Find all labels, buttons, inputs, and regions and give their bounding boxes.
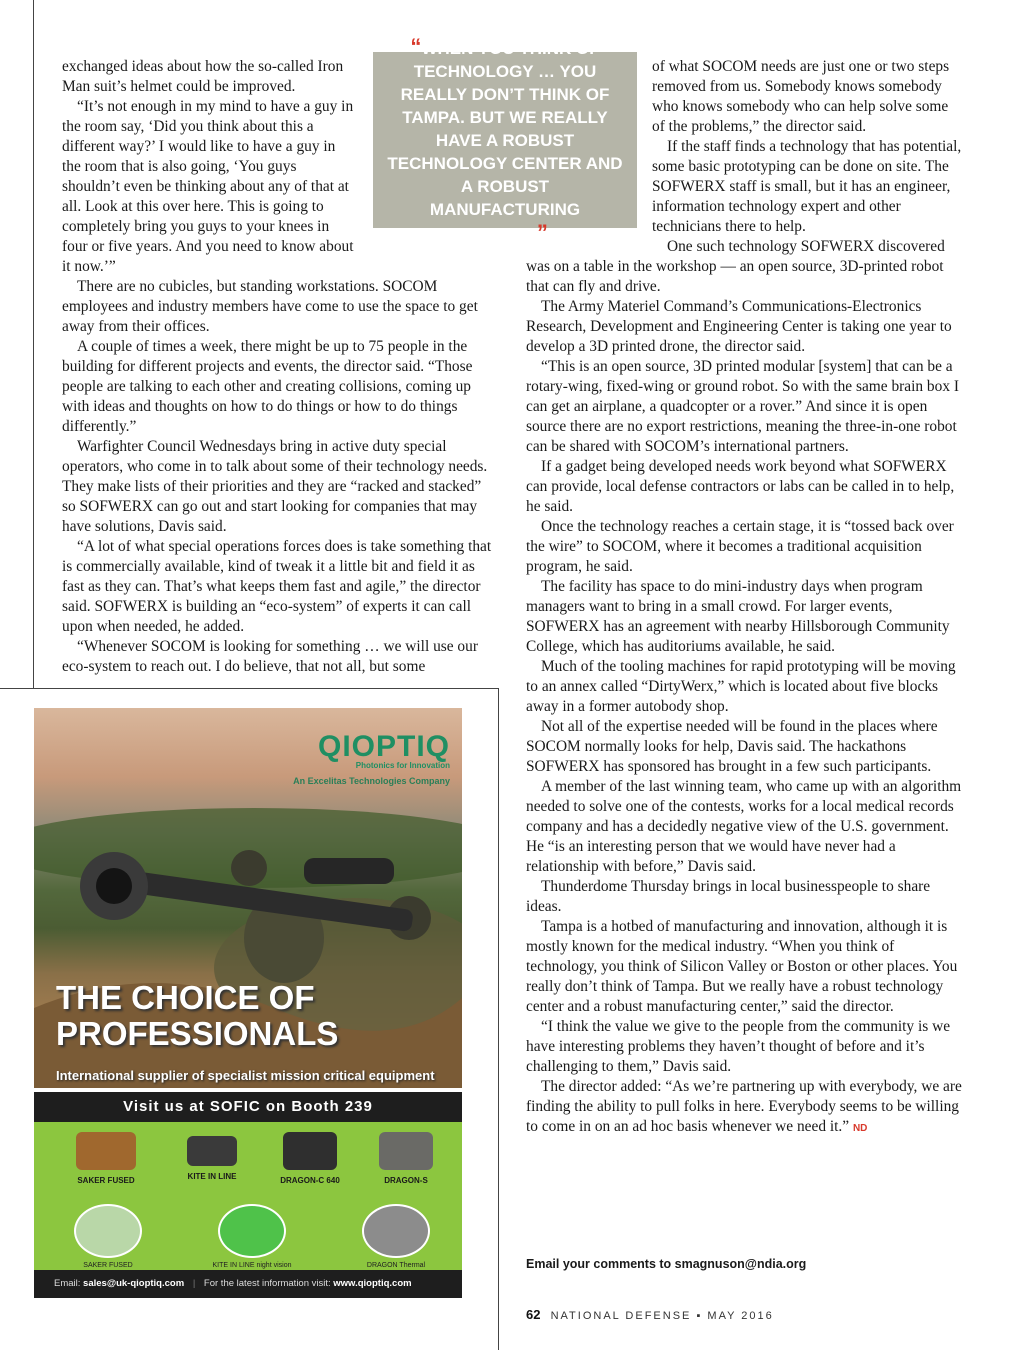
right-article-column [526,57,964,1139]
article-paragraph: Tampa is a hotbed of manufacturing and innovation, although it is mostly known for the medical industry. “When you think of technology, you think of Silicon Valley or Boston or other places. You really don’t think of Tampa. But we really have a robust technology center and a robust manufacturing center,” said the director. [526,918,958,1015]
article-paragraph: “A lot of what special operations forces does is take something that is commercially available, kind of tweak it a little bit and field it as fast as they can. That’s what keeps them fast and agile,” the director said. SOFWERX is building an “eco-system” of experts it can call upon when needed, he added. [62,538,492,635]
article-paragraph: Not all of the expertise needed will be found in the places where SOCOM normally looks for help, Davis said. The hackathons SOFWERX has sponsored has brought in a few such participants. [526,718,938,775]
article-paragraph: The Army Materiel Command’s Communications-Electronics Research, Development and Engineering Center is taking one year to develop a 3D printed drone, the director said. [526,298,952,355]
ad-thumb-kite [212,1204,292,1269]
ad-parent-company: An Excelitas Technologies Company [293,776,450,786]
dragon-c-device-icon [283,1132,337,1170]
left-margin-rule [33,0,34,688]
email-comments-line: Email your comments to smagnuson@ndia.org [526,1257,807,1271]
ad-product-label: KITE IN LINE [187,1172,237,1181]
ad-headline-line-1: THE CHOICE OF [56,979,315,1016]
article-paragraph: “Whenever SOCOM is looking for something … we will use our eco-system to reach out. I do believe, that not all, but some [62,638,478,675]
article-paragraph: “This is an open source, 3D printed modular [system] that can be a rotary-wing, fixed-wing or ground robot. So with the same brain box I can get an airplane, a quadcopter or a rover.” And since it is open source there are no export restrictions, meaning the three-in-one robot can be shared with SOCOM’s international partners. [526,358,959,455]
left-article-column [62,57,494,677]
article-final-paragraph [526,1077,964,1139]
article-paragraph: The facility has space to do mini-industry days when program managers want to bring in a small crowd. For larger events, SOFWERX has an agreement with nearby Hillsborough Community College, which has auditoriums available, he said. [526,578,950,655]
article-paragraph: Once the technology reaches a certain stage, it is “tossed back over the wire” to SOCOM, where it becomes a traditional acquisition program, he said. [526,518,954,575]
qioptiq-advertisement[interactable] [34,708,462,1298]
article-paragraph: Much of the tooling machines for rapid prototyping will be moving to an annex called “DirtyWerx,” which is located about five blocks away in a former autobody shop. [526,658,956,715]
pull-quote-spacer [356,57,494,257]
ad-brand-name: QIOPTIQ [317,730,450,763]
ad-thumb-saker [68,1204,148,1269]
ad-right-rule [498,688,499,1350]
pull-quote-close-mark: ” [536,219,548,245]
kite-in-line-device-icon [187,1136,237,1166]
article-paragraph: Thunderdome Thursday brings in local businesspeople to share ideas. [526,878,931,915]
article-paragraph: “I think the value we give to the people from the community is we have interesting problems they haven’t thought of before and it’s challenging to them,” Davis said. [526,1018,951,1075]
footer-separator: ▪ [696,1310,703,1322]
ad-thumb-label: DRAGON Thermal [366,1262,426,1269]
ad-subheadline: International supplier of specialist mission critical equipment [56,1068,435,1083]
ad-email-label: Email: [54,1278,81,1289]
right-column-spacer [526,57,652,257]
ad-booth-banner: Visit us at SOFIC on Booth 239 [34,1092,462,1122]
article-paragraph: Warfighter Council Wednesdays bring in active duty special operators, who come in to talk about some of their technology needs. They make lists of their priorities and they are “racked and stacked” so SOFWERX can go out and start looking for companies that may have solutions, Davis said. [62,438,488,535]
pull-quote-text: WHEN YOU THINK OF TECHNOLOGY … YOU REALLY DON’T THINK OF TAMPA. BUT WE REALLY HAVE A ROBUST TECHNOLOGY CENTER AND A ROBUST MANUFACTURING CENTER. [387,38,623,244]
ad-website-link[interactable]: www.qioptiq.com [333,1278,412,1289]
article-paragraph: If the staff finds a technology that has potential, some basic prototyping can be done on site. The SOFWERX staff is small, but it has an engineer, information technology expert and other technicians there to help. [652,138,962,235]
ad-top-rule [0,688,498,689]
page-number: 62 [526,1307,541,1322]
article-paragraph: A couple of times a week, there might be up to 75 people in the building for different projects and events, the director said. “Those people are talking to each other and creating collisions, coming up with ideas and thoughts on how to do things or how to do things differently.” [62,338,473,435]
pull-quote-open-mark: “ [410,33,422,59]
dragon-s-device-icon [379,1132,433,1170]
ad-contact-bar [34,1270,462,1298]
saker-fused-device-icon [76,1132,136,1170]
ad-headline [56,980,338,1052]
ad-thumb-label: KITE IN LINE night vision [212,1262,292,1269]
article-paragraph: One such technology SOFWERX discovered was on a table in the workshop — an open source, 3D-printed robot that can fly and drive. [526,238,945,295]
ad-photo-snipers [34,708,462,1088]
dragon-thumbnail-image [362,1204,430,1258]
article-paragraph: If a gadget being developed needs work beyond what SOFWERX can provide, local defense contractors or labs can be called in to help, he said. [526,458,955,515]
ad-product-dragon-s [356,1132,456,1185]
issue-date: MAY 2016 [707,1310,774,1322]
ad-contact-divider: | [192,1278,196,1289]
ad-product-label: SAKER FUSED [77,1176,135,1185]
final-paragraph-text: The director added: “As we’re partnering up with everybody, we are finding the ability to pull folks in here. Everybody seems to be willing to come in on an ad hoc basis whenever we need it.” [526,1078,962,1135]
page-footer [526,1307,774,1322]
article-paragraph: exchanged ideas about how the so-called Iron Man suit’s helmet could be improved. [62,58,344,95]
article-paragraph: “It’s not enough in my mind to have a guy in the room say, ‘Did you think about this a different way?’ I would like to have a guy in the room that is also going, ‘You guys shouldn’t even be thinking about any of that at all. Look at this over here. This is going to completely bring you guys to your knees in four or five years. And you need to know about it now.’” [62,98,354,275]
magazine-name: NATIONAL DEFENSE [550,1310,692,1322]
ad-thumb-label: SAKER FUSED [83,1262,133,1269]
ad-products-panel [34,1122,462,1270]
kite-thumbnail-image [218,1204,286,1258]
end-mark-icon: ND [852,1123,868,1134]
saker-thumbnail-image [74,1204,142,1258]
ad-product-dragon-c-640 [260,1132,360,1185]
ad-product-label: DRAGON-S [384,1176,428,1185]
ad-headline-line-2: PROFESSIONALS [56,1015,339,1052]
article-paragraph: There are no cubicles, but standing workstations. SOCOM employees and industry members have come to use the space to get away from their offices. [62,278,478,335]
ad-product-saker-fused [56,1132,156,1185]
article-paragraph: of what SOCOM needs are just one or two steps removed from us. Somebody knows somebody who knows somebody who can help solve some of the problems,” the director said. [652,58,950,135]
ad-product-kite-in-line [162,1132,262,1181]
article-paragraph: A member of the last winning team, who came up with an algorithm needed to solve one of the contests, works for a local medical records company and has a decidedly negative view of the U.S. government. He “is an interesting person that we would have never had a relationship with before,” Davis said. [526,778,962,875]
ad-info-label: For the latest information visit: [203,1278,331,1289]
ad-email-link[interactable]: sales@uk-qioptiq.com [83,1278,185,1289]
ad-product-label: DRAGON-C 640 [280,1176,340,1185]
ad-brand-tagline: Photonics for Innovation [355,761,450,770]
ad-thumb-dragon [356,1204,436,1269]
ad-brand-logo [293,730,450,786]
